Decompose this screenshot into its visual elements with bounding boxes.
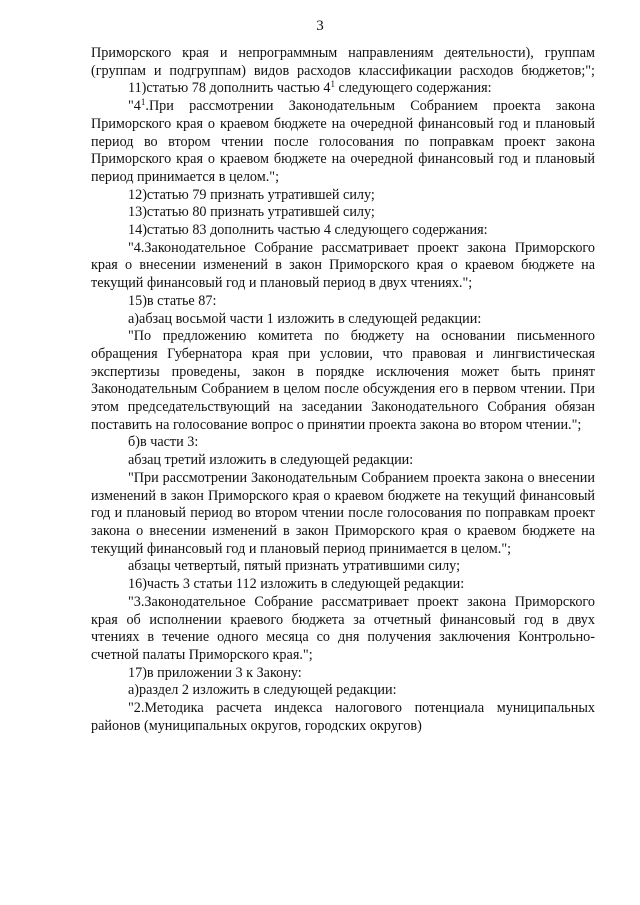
paragraph-item-14: 14)статью 83 дополнить частью 4 следующего содержания: — [128, 222, 488, 239]
paragraph-continuation-budget-groups: Приморского края и непрограммным направлениям деятельности), группам (группам и подгруппам) видов расходов классификации расходов бюджетов;"; — [91, 45, 595, 79]
paragraph-item-12: 12)статью 79 признать утратившей силу; — [128, 186, 375, 203]
superscript-marker: 1 — [330, 79, 335, 90]
paragraph-quote-committee-proposal: "По предложению комитета по бюджету на основании письменного обращения Губернатора края при условии, что правовая и лингвистическая экспертизы проведены, закон в порядке исключения может быть принят Законодательным Собранием в целом после обсуждения его в первом чтении. При этом председательствующий на заседании Законодательного Собрания обязан поставить на голосование вопрос о принятии проекта закона во втором чтении."; — [91, 328, 595, 433]
paragraph-quote-part-4-1 — [91, 98, 595, 187]
paragraph-item-11 — [91, 80, 595, 98]
paragraph-quote-part-4: "4.Законодательное Собрание рассматривает проект закона Приморского края о внесении изменений в закон Приморского края о краевом бюджете на текущий финансовый год и плановый период в двух чтениях."; — [91, 239, 595, 292]
paragraph-item-15: 15)в статье 87: — [128, 292, 217, 309]
paragraph-item-13: 13)статью 80 признать утратившей силу; — [128, 204, 375, 221]
paragraph-item-17-a: а)раздел 2 изложить в следующей редакции: — [128, 682, 397, 699]
page-number: 3 — [316, 18, 324, 34]
paragraph-item-11-text: 11)статью 78 дополнить частью 4 — [128, 80, 331, 97]
paragraph-item-17: 17)в приложении 3 к Закону: — [128, 664, 302, 681]
paragraph-item-15-a: а)абзац восьмой части 1 изложить в следующей редакции: — [128, 310, 482, 327]
paragraph-abzacy-lost-force: абзацы четвертый, пятый признать утратившими силу; — [128, 558, 461, 575]
superscript-marker: 1 — [140, 97, 146, 108]
paragraph-abzac-third: абзац третий изложить в следующей редакции: — [128, 452, 414, 469]
paragraph-item-16: 16)часть 3 статьи 112 изложить в следующей редакции: — [128, 576, 465, 593]
paragraph-quote-second-reading: "При рассмотрении Законодательным Собранием проекта закона о внесении изменений в закон Приморского края о краевом бюджете на текущий финансовый год и плановый период во втором чтении после голосования по поправкам проект закона о внесении изменений в закон Приморского края о краевом бюджете на текущий финансовый год и плановый период принимается в целом."; — [91, 469, 595, 557]
paragraph-quote-part-4-1-start: "4 — [128, 98, 141, 115]
document-text — [91, 45, 595, 735]
paragraph-item-11-tail: следующего содержания: — [334, 80, 492, 97]
paragraph-quote-methodology: "2.Методика расчета индекса налогового потенциала муниципальных районов (муниципальных округов, городских округов) — [91, 700, 595, 734]
paragraph-item-15-b: б)в части 3: — [128, 434, 199, 451]
paragraph-quote-part-3: "3.Законодательное Собрание рассматривает проект закона Приморского края об исполнении краевого бюджета за отчетный финансовый год в двух чтениях в течение одного месяца со дня получения заключения Контрольно-счетной палаты Приморского края."; — [91, 593, 595, 663]
paragraph-quote-part-4-1-text: .При рассмотрении Законодательным Собранием проекта закона Приморского края о краевом бюджете на очередной финансовый год и плановый период во втором чтении после голосования по поправкам проект закона Приморского края о краевом бюджете на очередной финансовый год и плановый период принимается в целом."; — [91, 98, 595, 185]
